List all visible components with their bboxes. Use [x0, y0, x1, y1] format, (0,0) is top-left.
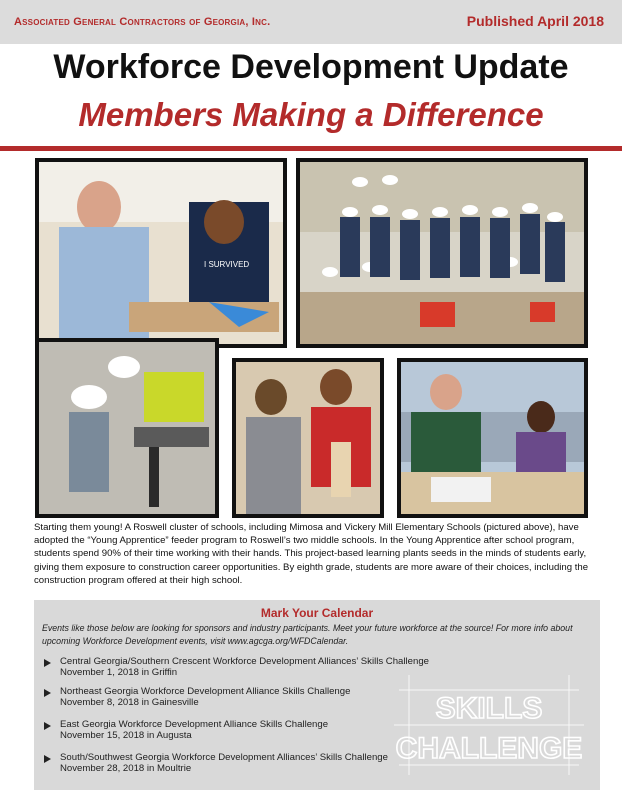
logo-line-2: CHALLENGE	[395, 732, 583, 765]
photo-group	[296, 158, 588, 348]
triangle-bullet-icon	[44, 659, 51, 667]
page-title: Workforce Development Update	[53, 48, 569, 86]
event-name: East Georgia Workforce Development Alliance Skills Challenge	[60, 719, 329, 730]
event-name: South/Southwest Georgia Workforce Development Alliances’ Skills Challenge	[60, 752, 388, 763]
event-date: November 28, 2018 in Moultrie	[60, 763, 192, 774]
event-date: November 15, 2018 in Augusta	[60, 730, 192, 741]
published-date: Published April 2018	[466, 13, 604, 29]
photo-miter-saw	[35, 338, 219, 518]
photo-miter-saw-image	[39, 342, 215, 514]
photo-group-image	[300, 162, 584, 344]
event-name: Central Georgia/Southern Crescent Workforce Development Alliances’ Skills Challenge	[60, 656, 430, 667]
event-date: November 8, 2018 in Gainesville	[60, 697, 199, 708]
triangle-bullet-icon	[44, 755, 51, 763]
page-subtitle: Members Making a Difference	[78, 96, 544, 133]
calendar-intro: Events like those below are looking for sponsors and industry participants. Meet your future workforce at the source! For more info about upcoming Workforce Development events, visit www.agcga.org/WFDCalendar.	[42, 623, 573, 646]
calendar-title: Mark Your Calendar	[260, 606, 374, 620]
skills-challenge-logo	[389, 670, 589, 780]
event-date: November 1, 2018 in Griffin	[60, 667, 178, 678]
photo-man-and-boy	[35, 158, 287, 348]
title-rule	[0, 146, 622, 151]
photo-man-and-boy-image	[39, 162, 283, 344]
event-name: Northeast Georgia Workforce Development Alliance Skills Challenge	[60, 686, 351, 697]
t-shirt-text: I SURVIVED	[204, 260, 250, 269]
triangle-bullet-icon	[44, 689, 51, 697]
triangle-bullet-icon	[44, 722, 51, 730]
photo-man-and-girl	[397, 358, 588, 518]
photo-two-boys-image	[236, 362, 380, 514]
calendar-box	[34, 600, 600, 790]
org-name: Associated General Contractors of Georgia, Inc.	[14, 16, 271, 28]
logo-line-1: SKILLS	[435, 692, 543, 725]
header-bar	[0, 0, 622, 44]
photo-man-and-girl-image	[401, 362, 584, 514]
photo-two-boys	[232, 358, 384, 518]
body-paragraph: Starting them young! A Roswell cluster of schools, including Mimosa and Vickery Mill Elementary Schools (pictured above), have adopted the “Young Apprentice” feeder program to Roswell’s two middle schools. In the Young Apprentice after school program, students spend 90% of their time working with their hands. This project-based learning plants seeds in the minds of students early, giving them exposure to construction career opportunities. By eighth grade, students are more aware of their choices, including the construction program offered at their high school.	[34, 522, 589, 586]
